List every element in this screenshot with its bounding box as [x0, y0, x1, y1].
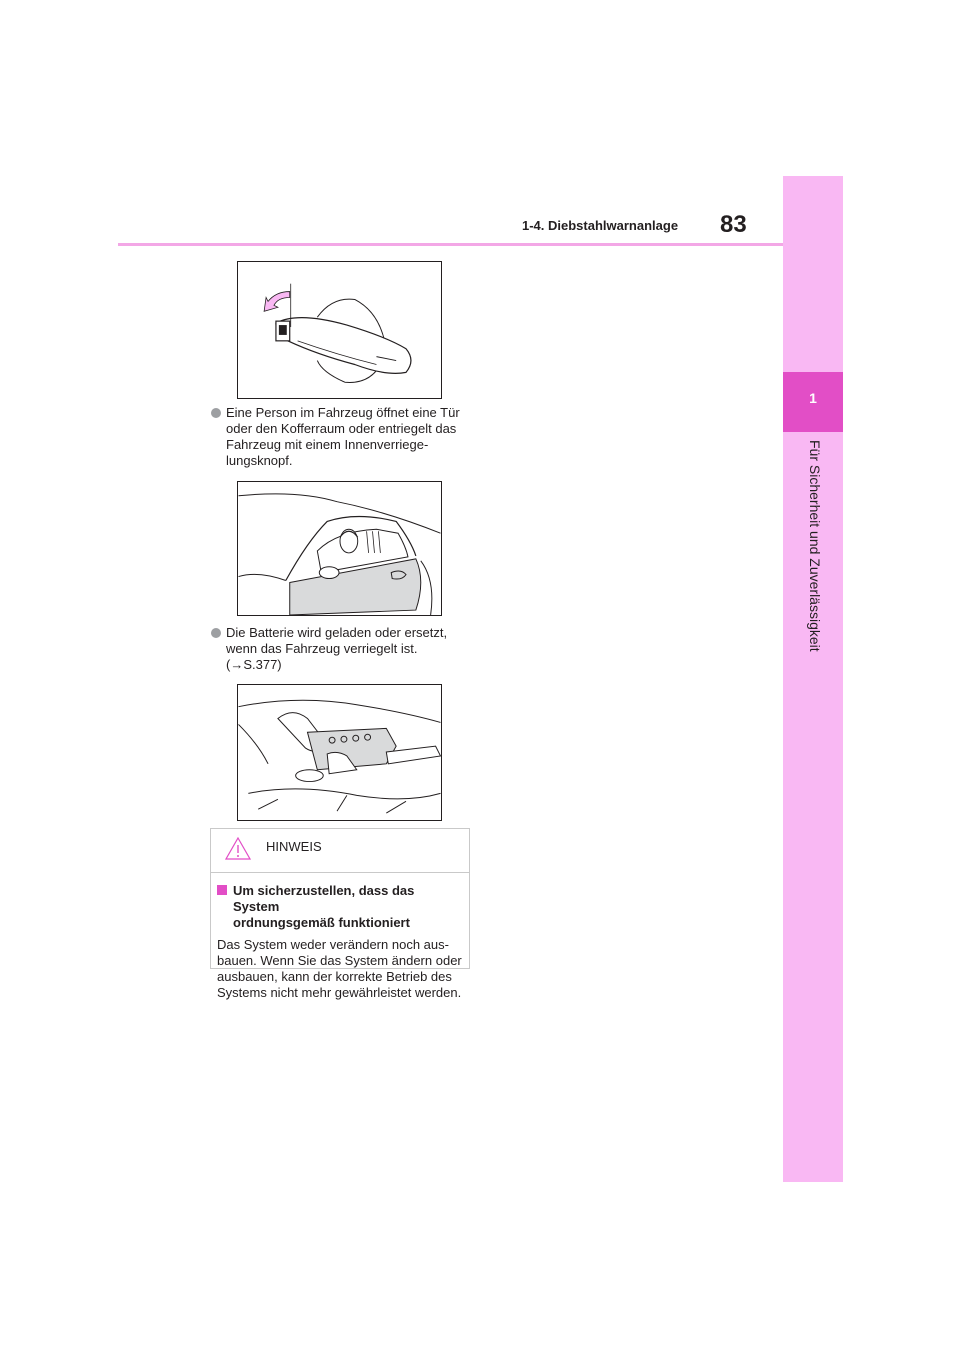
notice-body-line: Das System weder verändern noch aus- — [217, 937, 449, 952]
notice-heading-line: ordnungsgemäß funktioniert — [233, 915, 410, 930]
square-marker-icon — [217, 885, 227, 895]
notice-body — [217, 937, 463, 1001]
chapter-title: Für Sicherheit und Zuverlässigkeit — [807, 440, 823, 652]
notice-body-line: bauen. Wenn Sie das System ändern oder — [217, 953, 462, 968]
notice-header — [211, 829, 469, 873]
bullet-dot-icon — [211, 408, 221, 418]
bullet-line: Fahrzeug mit einem Innenverriege- — [226, 437, 429, 452]
page-number: 83 — [720, 211, 747, 238]
door-handle-illustration — [237, 261, 442, 399]
chapter-number: 1 — [809, 390, 817, 406]
bullet-item — [211, 625, 471, 673]
bullet-dot-icon — [211, 628, 221, 638]
bullet-line: lungsknopf. — [226, 453, 293, 468]
notice-body-line: Systems nicht mehr gewährleistet werden. — [217, 985, 462, 1000]
notice-label: HINWEIS — [266, 839, 322, 854]
notice-box — [210, 828, 470, 1000]
bullet-line: Die Batterie wird geladen oder ersetzt, — [226, 625, 448, 640]
section-title: 1-4. Diebstahlwarnanlage — [522, 218, 679, 233]
bullet-item — [211, 405, 471, 469]
bullet-line: oder den Kofferraum oder entriegelt das — [226, 421, 457, 436]
notice-heading — [217, 883, 463, 931]
bullet-line: (→S.377) — [226, 657, 282, 672]
bullet-line: wenn das Fahrzeug verriegelt ist. — [226, 641, 418, 656]
notice-body-line: ausbauen, kann der korrekte Betrieb des — [217, 969, 452, 984]
bullet-line: Eine Person im Fahrzeug öffnet eine Tür — [226, 405, 460, 420]
warning-triangle-icon — [225, 837, 251, 860]
battery-charging-illustration — [237, 684, 442, 821]
notice-heading-line: Um sicherzustellen, dass das System — [233, 883, 415, 914]
header-rule — [118, 243, 783, 246]
person-in-car-illustration — [237, 481, 442, 616]
